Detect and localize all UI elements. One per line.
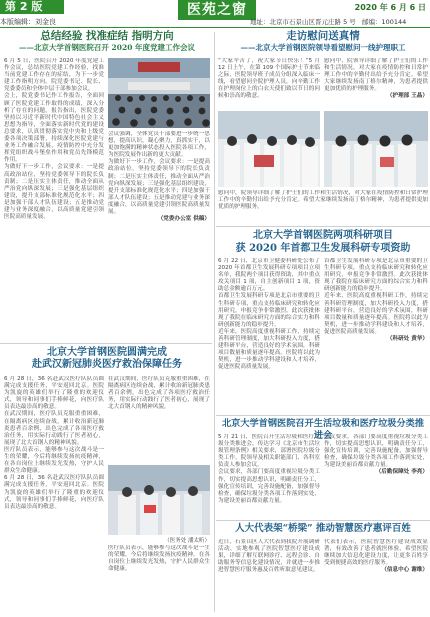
article-title: 人大代表架“桥梁” 推动智慧医疗惠评百姓	[235, 523, 411, 534]
photo-caption: （医务处 潘太昕）	[164, 538, 210, 544]
paragraph: 首都卫生发展科研专项是北京市重要的卫生科研专项，重点支持临床研究和转化应用研究，申报竞争非常激烈。此次获批体现了我院在临床研究方面的综合实力和科研创新能力的稳步提升。	[218, 293, 320, 328]
article-research-funding	[218, 230, 428, 255]
issue-date: 2020 年 6 月 6 日	[354, 3, 426, 12]
paragraph: （后勤保障处 李亮）	[375, 469, 428, 476]
paragraph: 为做好下一步工作，会议要求：一是提高政治站位，坚持党委领导下的院长负责制；二是压实主体责任，推动全面从严治党向纵深发展；三是强化基层组织建设，提升支部标准化规范化水平；四是加强干部人才队伍建设；五是推动党建与业务深度融合，以高质量党建引领医院高质量发展。	[108, 159, 210, 216]
article-subtitle: ——北京大学首钢医院召开 2020 年度党建工作会议	[18, 43, 196, 52]
paragraph: 6 月 28 日，36 名赴武汉医疗队队员圆满完成支援任务，平安返回北京。医院为凯旋的英雄们举行了隆重的欢迎仪式，领导和同事们手捧鲜花，向医疗队员表达最崇高的敬意。	[4, 376, 104, 411]
article-body-col-12	[324, 434, 428, 518]
nurses-photo-right-image	[324, 111, 428, 187]
article-body-col-13	[218, 539, 320, 614]
paragraph: （党委办公室 供稿）	[157, 216, 210, 223]
paragraph: 在武汉期间，医疗队员克服重重困难，在隔离病区连续奋战，累计收治新冠肺炎患者百余例，出色完成了各项医疗救治任务，用实际行动践行了医者初心，展现了北大首钢人的精神风貌。	[108, 376, 210, 411]
article-title-line2: 获 2020 年首都卫生发展科研专项资助	[235, 242, 411, 254]
article-title: 北京大学首钢医院圆满完成	[47, 347, 167, 358]
article-body-col-14	[324, 539, 428, 614]
article-body-col-8	[218, 190, 428, 224]
medical-team-photo-image	[108, 465, 210, 535]
article-party-building	[4, 30, 210, 53]
article-title: 北京大学首钢医院召开生活垃圾和医疗垃圾分类推进会	[221, 418, 425, 441]
paragraph: “大家辛苦了，祝大家节日快乐！”5 月 12 日上午，在第 109 个国际护士节来临之际，医院领导班子成员分组深入临床一线，看望慰问全院护理人员，向辛勤工作在护理岗位上的白衣天使们致以节日的问候和崇高的敬意。	[218, 58, 320, 100]
paragraph: 近日，石景山区人大代表到我院开展调研活动，实地参观了医院智慧医疗建设成果，详细了解互联网诊疗、远程会诊、自助服务等信息化建设情况，并就进一步推进智慧医疗服务惠及百姓听取意见建议。	[218, 539, 320, 574]
article-title: 总结经验 找准症结 指明方向	[40, 30, 174, 42]
paragraph: 会议要求，各部门要高度重视垃圾分类工作，切实提高思想认识，明确责任分工，强化宣传培训，完善设施配备，加强督导检查，确保垃圾分类各项工作落到实处，为建设美丽首都贡献力量。	[324, 434, 428, 469]
article-title: 走访慰问送真情	[286, 30, 360, 42]
article-subtitle: ——北京大学首钢医院领导看望慰问一线护理职工	[240, 43, 406, 52]
article-body-col-6	[218, 58, 320, 108]
article-body-col-7	[324, 58, 428, 108]
article-title-line2: 赴武汉新冠肺炎医疗救治保障任务	[32, 359, 182, 370]
article-body-col-2	[108, 131, 210, 340]
article-nurse-visit	[218, 30, 428, 53]
paragraph: 代表们表示，医院智慧医疗建设成效显著，有效改善了患者就医体验，希望医院继续加大信息化建设力度，让更多百姓享受到便捷高效的医疗服务。	[324, 539, 428, 567]
article-body-col-10	[324, 258, 428, 412]
paragraph: 慰问中，院领导详细了解了护士们的工作和生活情况，对大家在疫情防控和日常护理工作中的辛勤付出给予充分肯定。希望大家继续发扬南丁格尔精神，为患者提供更加优质的护理服务。	[218, 190, 428, 211]
paragraph: 医疗队员表示，能够参与这次战斗是一生的荣耀，今后将继续发扬抗疫精神，在各自岗位上继续发光发热，守护人民群众生命健康。	[4, 446, 104, 475]
address-line	[250, 17, 406, 26]
section-divider-left	[0, 343, 212, 344]
page-number-tag: 第 2 版	[0, 0, 64, 14]
paragraph: 近年来，医院高度重视科研工作，持续完善科研管理制度，加大科研投入力度，搭建科研平台，营造良好的学术氛围，科研项目数量和质量逐年提高。医院将以此为契机，进一步推动学科建设和人才培养，促进医院高质量发展。	[218, 328, 320, 371]
paragraph: 6 月 5 日，医院召开 2020 年度党建工作会议，总结医院党建工作经验，找准当前党建工作存在的症结，为下一步党建工作指明方向。院党委书记、院长、党委委员和全体中层干部参加会议。	[4, 58, 104, 93]
section-divider-right-3	[216, 520, 430, 521]
paragraph: 会上，院党委书记作工作报告，全面回顾了医院党建工作取得的成绩，深入分析了存在的问题。报告指出，医院党委坚持以习近平新时代中国特色社会主义思想为指导，全面落实新时代党的建设总要求，认真贯彻落实党中央和上级党委各项决策部署，持续深化医院党建与业务工作融合发展，疫情防控中充分发挥党组织战斗堡垒作用和党员先锋模范作用。	[4, 93, 104, 164]
article-wuhan-mission	[4, 347, 210, 371]
meeting-photo	[108, 58, 210, 128]
paragraph: 5 月 21 日，医院召开生活垃圾和医疗垃圾分类推进会，传达学习《北京市生活垃圾管理条例》相关要求，部署医院垃圾分类工作。院领导及相关职能部门、各科室负责人参加会议。	[218, 434, 320, 469]
paragraph: 会议要求，各部门要高度重视垃圾分类工作，切实提高思想认识，明确责任分工，强化宣传培训，完善设施配备，加强督导检查，确保垃圾分类各项工作落到实处，为建设美丽首都贡献力量。	[218, 469, 320, 504]
article-body-col-9	[218, 258, 320, 412]
section-divider-right-2	[216, 415, 430, 416]
nurses-photo-left-image	[218, 111, 320, 187]
header-rule	[0, 27, 430, 28]
article-body-col-3	[4, 376, 104, 614]
paragraph: 医疗队员表示，能够参与这次战斗是一生的荣耀，今后将继续发扬抗疫精神，在各自岗位上继续发光发热，守护人民群众生命健康。	[108, 545, 210, 573]
paragraph: 慰问中，院领导详细了解了护士们的工作和生活情况，对大家在疫情防控和日常护理工作中的辛勤付出给予充分肯定。希望大家继续发扬南丁格尔精神，为患者提供更加优质的护理服务。	[324, 58, 428, 93]
meeting-photo-image	[108, 58, 210, 128]
paragraph: （信息中心 谢维）	[381, 567, 428, 574]
paragraph: 近年来，医院高度重视科研工作，持续完善科研管理制度，加大科研投入力度，搭建科研平台，营造良好的学术氛围，科研项目数量和质量逐年提高。医院将以此为契机，进一步推动学科建设和人才培养，促进医院高质量发展。	[324, 293, 428, 335]
paragraph: 首都卫生发展科研专项是北京市重要的卫生科研专项，重点支持临床研究和转化应用研究，申报竞争非常激烈。此次获批体现了我院在临床研究方面的综合实力和科研创新能力的稳步提升。	[324, 258, 428, 293]
article-body-col-5	[108, 545, 210, 614]
paragraph: 6 月 28 日，36 名赴武汉医疗队队员圆满完成支援任务，平安返回北京。医院为凯旋的英雄们举行了隆重的欢迎仪式，领导和同事们手捧鲜花，向医疗队员表达最崇高的敬意。	[4, 475, 104, 510]
article-smart-healthcare	[218, 523, 428, 535]
column-divider	[214, 32, 215, 612]
paragraph: 会议强调，全体党员干部要进一步统一思想，提高认识，凝心聚力，真抓实干，以更加饱满的精神状态投入医院各项工作，为医院发展作出新的更大贡献。	[108, 131, 210, 159]
paragraph: 在武汉期间，医疗队员克服重重困难，在隔离病区连续奋战，累计收治新冠肺炎患者百余例，出色完成了各项医疗救治任务，用实际行动践行了医者初心，展现了北大首钢人的精神风貌。	[4, 411, 104, 446]
paragraph: （护理部 王晶）	[386, 93, 428, 100]
article-body-col-4	[108, 376, 210, 462]
paragraph: 为做好下一步工作，会议要求：一是提高政治站位，坚持党委领导下的院长负责制；二是压实主体责任，推动全面从严治党向纵深发展；三是强化基层组织建设，提升支部标准化规范化水平；四是加强干部人才队伍建设；五是推动党建与业务深度融合，以高质量党建引领医院高质量发展。	[4, 164, 104, 221]
article-body-col-1	[4, 58, 104, 340]
address: 地址：北京市石景山区晋元庄路 5 号	[250, 18, 356, 26]
nurses-photo-right	[324, 111, 428, 187]
page-header	[0, 0, 430, 28]
medical-team-photo	[108, 465, 210, 535]
paragraph: 6 月 22 日，北京市卫健委科研处公布了 2020 年首都卫生发展科研专项项目立项名单，我院两个项目获得资助，其中重点攻关项目 1 项，自主创新项目 1 项，资助总金额逾百万元。	[218, 258, 320, 293]
postcode: 邮编：100144	[361, 18, 407, 26]
masthead: 医苑之窗	[178, 0, 256, 20]
article-title: 北京大学首钢医院两项科研项目	[253, 230, 393, 241]
article-body-col-11	[218, 434, 320, 518]
paragraph: （科研处 黄华）	[386, 336, 428, 343]
nurses-photo-left	[218, 111, 320, 187]
editor-credit: 本版编辑：刘金良	[0, 18, 56, 26]
section-divider-right-1	[216, 226, 430, 227]
